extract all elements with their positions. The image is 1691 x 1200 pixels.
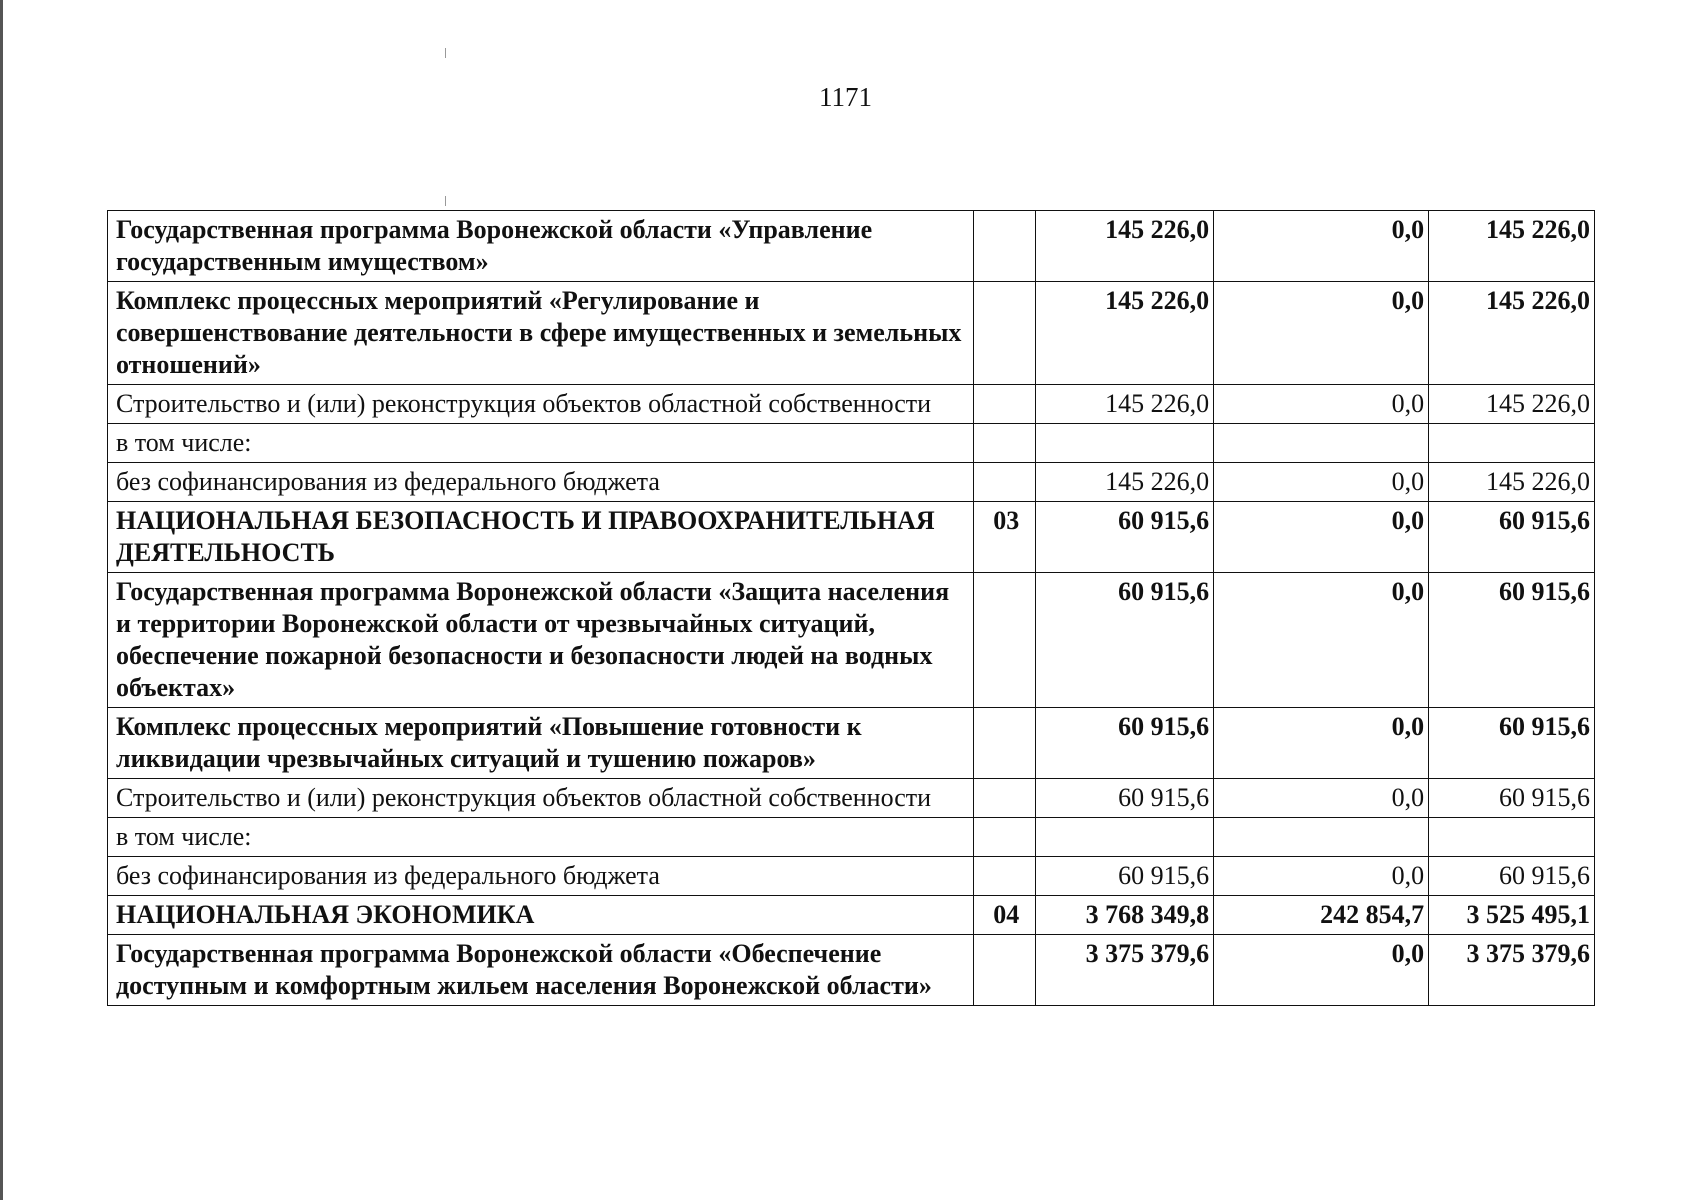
budget-table-body	[108, 211, 1595, 1006]
row-federal-cell: 0,0	[1214, 857, 1429, 896]
row-regional-cell: 60 915,6	[1429, 502, 1595, 573]
row-regional-cell: 145 226,0	[1429, 211, 1595, 282]
row-total-cell: 145 226,0	[1036, 385, 1214, 424]
row-name-cell: Комплекс процессных мероприятий «Регулирование и совершенствование деятельности в сфере имущественных и земельных отношений»	[108, 282, 974, 385]
row-total-cell: 145 226,0	[1036, 282, 1214, 385]
row-code-cell	[974, 211, 1036, 282]
row-code-cell	[974, 857, 1036, 896]
row-federal-cell: 242 854,7	[1214, 896, 1429, 935]
row-regional-cell: 145 226,0	[1429, 463, 1595, 502]
row-code-cell	[974, 818, 1036, 857]
row-regional-cell: 60 915,6	[1429, 857, 1595, 896]
row-name-cell: Государственная программа Воронежской области «Управление государственным имуществом»	[108, 211, 974, 282]
budget-table	[107, 210, 1595, 1006]
scan-mark	[445, 48, 446, 58]
table-row	[108, 282, 1595, 385]
row-regional-cell: 145 226,0	[1429, 385, 1595, 424]
row-total-cell	[1036, 818, 1214, 857]
row-total-cell: 60 915,6	[1036, 708, 1214, 779]
row-federal-cell	[1214, 424, 1429, 463]
table-row	[108, 463, 1595, 502]
row-name-cell: в том числе:	[108, 424, 974, 463]
row-name-cell: Комплекс процессных мероприятий «Повышение готовности к ликвидации чрезвычайных ситуаций и тушению пожаров»	[108, 708, 974, 779]
row-name-cell: Государственная программа Воронежской области «Обеспечение доступным и комфортным жильем населения Воронежской области»	[108, 935, 974, 1006]
row-total-cell: 145 226,0	[1036, 463, 1214, 502]
row-name-cell: Государственная программа Воронежской области «Защита населения и территории Воронежской области от чрезвычайных ситуаций, обеспечение пожарной безопасности и безопасности людей на водных объектах»	[108, 573, 974, 708]
row-regional-cell: 3 375 379,6	[1429, 935, 1595, 1006]
row-federal-cell: 0,0	[1214, 573, 1429, 708]
row-code-cell	[974, 424, 1036, 463]
row-name-cell: НАЦИОНАЛЬНАЯ БЕЗОПАСНОСТЬ И ПРАВООХРАНИТЕЛЬНАЯ ДЕЯТЕЛЬНОСТЬ	[108, 502, 974, 573]
row-total-cell	[1036, 424, 1214, 463]
table-row	[108, 896, 1595, 935]
row-code-cell	[974, 282, 1036, 385]
row-name-cell: Строительство и (или) реконструкция объектов областной собственности	[108, 385, 974, 424]
table-row	[108, 211, 1595, 282]
row-code-cell	[974, 385, 1036, 424]
row-total-cell: 60 915,6	[1036, 502, 1214, 573]
row-code-cell	[974, 708, 1036, 779]
table-row	[108, 779, 1595, 818]
row-regional-cell: 3 525 495,1	[1429, 896, 1595, 935]
row-regional-cell: 60 915,6	[1429, 708, 1595, 779]
row-name-cell: НАЦИОНАЛЬНАЯ ЭКОНОМИКА	[108, 896, 974, 935]
row-total-cell: 60 915,6	[1036, 857, 1214, 896]
row-name-cell: без софинансирования из федерального бюджета	[108, 857, 974, 896]
table-row	[108, 424, 1595, 463]
row-total-cell: 60 915,6	[1036, 779, 1214, 818]
row-code-cell: 04	[974, 896, 1036, 935]
row-code-cell	[974, 573, 1036, 708]
row-code-cell	[974, 779, 1036, 818]
row-federal-cell: 0,0	[1214, 935, 1429, 1006]
row-federal-cell: 0,0	[1214, 463, 1429, 502]
row-code-cell	[974, 463, 1036, 502]
row-regional-cell: 145 226,0	[1429, 282, 1595, 385]
row-regional-cell	[1429, 818, 1595, 857]
row-federal-cell: 0,0	[1214, 502, 1429, 573]
row-name-cell: Строительство и (или) реконструкция объектов областной собственности	[108, 779, 974, 818]
row-code-cell	[974, 935, 1036, 1006]
row-federal-cell: 0,0	[1214, 779, 1429, 818]
row-regional-cell: 60 915,6	[1429, 779, 1595, 818]
table-row	[108, 708, 1595, 779]
row-name-cell: в том числе:	[108, 818, 974, 857]
table-row	[108, 935, 1595, 1006]
row-code-cell: 03	[974, 502, 1036, 573]
row-regional-cell: 60 915,6	[1429, 573, 1595, 708]
row-federal-cell: 0,0	[1214, 385, 1429, 424]
row-federal-cell: 0,0	[1214, 211, 1429, 282]
table-row	[108, 857, 1595, 896]
row-name-cell: без софинансирования из федерального бюджета	[108, 463, 974, 502]
row-total-cell: 3 375 379,6	[1036, 935, 1214, 1006]
table-row	[108, 573, 1595, 708]
row-federal-cell: 0,0	[1214, 708, 1429, 779]
row-federal-cell	[1214, 818, 1429, 857]
row-total-cell: 3 768 349,8	[1036, 896, 1214, 935]
scan-mark	[445, 196, 446, 206]
table-row	[108, 385, 1595, 424]
row-federal-cell: 0,0	[1214, 282, 1429, 385]
row-total-cell: 60 915,6	[1036, 573, 1214, 708]
scan-left-edge	[0, 0, 3, 1200]
table-row	[108, 818, 1595, 857]
row-regional-cell	[1429, 424, 1595, 463]
table-row	[108, 502, 1595, 573]
page-number: 1171	[819, 82, 872, 112]
row-total-cell: 145 226,0	[1036, 211, 1214, 282]
